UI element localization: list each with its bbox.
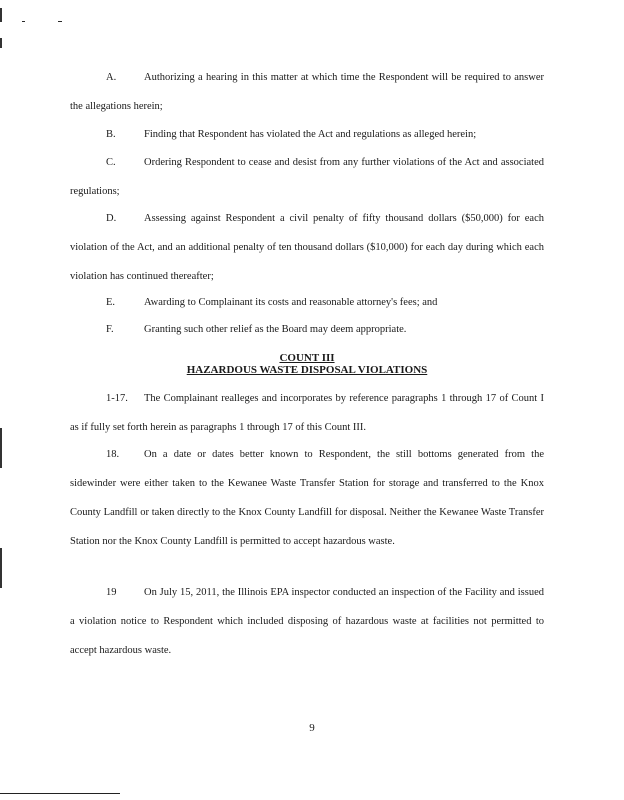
- paragraph-text: The Complainant realleges and incorporates by reference paragraphs 1 through 17 of Count I as if fully set forth herein as paragraphs 1 through 17 of this Count III.: [70, 393, 544, 433]
- paragraph-marker: E.: [106, 297, 116, 308]
- count-paragraph-1-17: [70, 384, 544, 442]
- relief-paragraph-b: [70, 120, 544, 149]
- paragraph-marker: F.: [106, 324, 114, 335]
- paragraph-marker: 19: [106, 587, 117, 598]
- count-heading: COUNT III: [279, 352, 335, 364]
- paragraph-text: On July 15, 2011, the Illinois EPA inspector conducted an inspection of the Facility and issued a violation notice to Respondent which included disposing of hazardous waste at facilities not permitted to accept hazardous waste.: [70, 587, 544, 656]
- paragraph-marker: 18.: [106, 449, 120, 460]
- paragraph-text: Finding that Respondent has violated the Act and regulations as alleged herein;: [144, 129, 477, 140]
- paragraph-text: Awarding to Complainant its costs and reasonable attorney's fees; and: [144, 297, 438, 308]
- scan-edge-mark: [0, 428, 2, 468]
- footnote-rule: [0, 793, 120, 794]
- paragraph-marker: D.: [106, 213, 117, 224]
- paragraph-marker: 1-17.: [106, 393, 128, 404]
- scan-edge-mark: [0, 8, 2, 22]
- paragraph-marker: A.: [106, 72, 117, 83]
- relief-paragraph-c: [70, 148, 544, 206]
- scan-edge-mark: [0, 38, 2, 48]
- relief-paragraph-d: [70, 204, 544, 291]
- count-paragraph-19: [70, 578, 544, 665]
- relief-paragraph-f: [70, 315, 544, 344]
- scan-mark: [58, 21, 62, 22]
- paragraph-marker: C.: [106, 157, 116, 168]
- paragraph-text: Authorizing a hearing in this matter at which time the Respondent will be required to answer the allegations herein;: [70, 72, 544, 112]
- count-subheading: HAZARDOUS WASTE DISPOSAL VIOLATIONS: [186, 364, 428, 376]
- relief-paragraph-e: [70, 288, 544, 317]
- paragraph-text: Ordering Respondent to cease and desist from any further violations of the Act and associated regulations;: [70, 157, 544, 197]
- scan-mark: [22, 21, 25, 22]
- relief-paragraph-a: [70, 63, 544, 121]
- paragraph-text: On a date or dates better known to Respondent, the still bottoms generated from the sidewinder were either taken to the Kewanee Waste Transfer Station for storage and transferred to the Knox County Landfill or taken directly to the Knox County Landfill for disposal. Neither the Kewanee Waste Transfer Station nor the Knox County Landfill is permitted to accept hazardous waste.: [70, 449, 544, 547]
- page-number: 9: [309, 722, 315, 734]
- paragraph-text: Assessing against Respondent a civil penalty of fifty thousand dollars ($50,000) for each violation of the Act, and an additional penalty of ten thousand dollars ($10,000) for each day during which each violation has continued thereafter;: [70, 213, 544, 282]
- paragraph-text: Granting such other relief as the Board may deem appropriate.: [144, 324, 407, 335]
- count-paragraph-18: [70, 440, 544, 556]
- paragraph-marker: B.: [106, 129, 116, 140]
- scan-edge-mark: [0, 548, 2, 588]
